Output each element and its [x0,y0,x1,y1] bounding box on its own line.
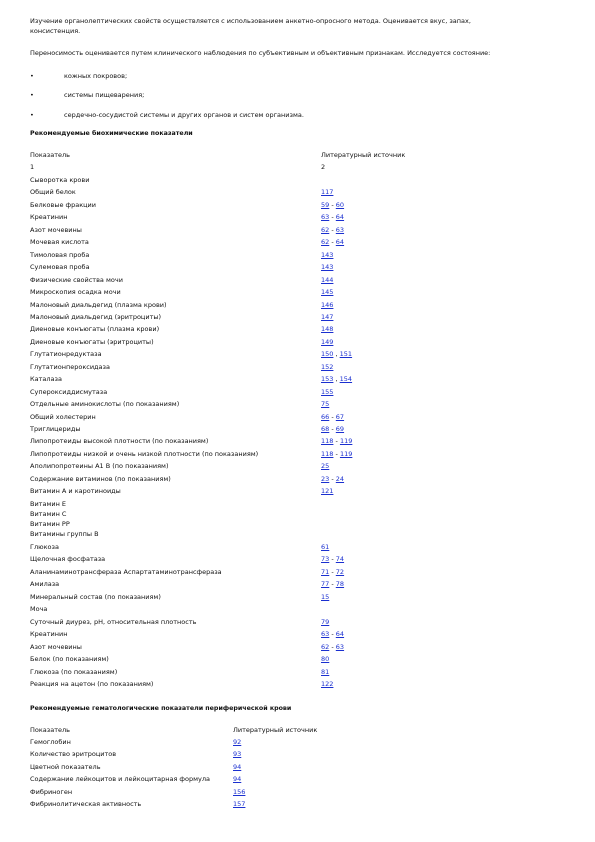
indicator-label: Физические свойства мочи [30,275,123,284]
reference-link[interactable]: 148 [321,325,334,334]
reference-link[interactable]: 155 [321,387,334,396]
reference-link[interactable]: 63 [335,225,345,234]
reference-cell [321,630,344,638]
reference-link[interactable]: 75 [321,400,330,409]
reference-separator: - [331,642,334,651]
reference-cell [321,213,344,221]
table1-number-col1: 1 [30,163,35,171]
reference-cell [321,276,333,284]
reference-link[interactable]: 118 [321,449,334,458]
indicator-label: Мочевая кислота [30,238,89,247]
reference-link[interactable]: 147 [321,312,334,321]
reference-cell [321,201,344,209]
reference-separator: - [331,425,334,433]
reference-link[interactable]: 72 [335,567,345,576]
reference-cell [321,238,344,246]
indicator-label: Глутатионпероксидаза [30,362,110,371]
reference-link[interactable]: 60 [335,200,345,209]
table2-title: Рекомендуемые гематологические показатели периферической крови [30,705,292,712]
reference-separator: - [331,580,334,589]
reference-separator: - [331,238,334,247]
reference-cell [321,475,344,483]
indicator-label: Щелочная фосфатаза [30,555,106,564]
indicator-label: Азот мочевины [30,642,82,651]
reference-link[interactable]: 154 [339,375,353,384]
indicator-label: Глюкоза (по показаниям) [30,667,118,676]
reference-link[interactable]: 24 [335,474,345,483]
indicator-label: Фибриноген [30,787,73,796]
reference-separator: - [335,449,338,458]
reference-link[interactable]: 23 [321,474,330,483]
indicator-label: Тимоловая проба [30,250,90,259]
reference-link[interactable]: 94 [233,762,242,771]
reference-cell [321,462,329,470]
reference-separator: , [335,375,338,384]
indicator-label: Витамин Е [30,500,67,508]
indicator-label: Цветной показатель [30,762,101,771]
reference-link[interactable]: 157 [233,800,246,808]
indicator-label: Минеральный состав (по показаниям) [30,592,161,601]
indicator-label: Белковые фракции [30,200,97,209]
reference-link[interactable]: 80 [321,655,330,664]
reference-link[interactable]: 71 [321,567,330,576]
reference-cell [321,388,333,396]
reference-cell [321,375,352,383]
reference-cell [321,593,329,601]
reference-link[interactable]: 67 [335,412,345,421]
reference-link[interactable]: 143 [321,250,334,259]
reference-link[interactable]: 61 [321,543,330,551]
indicator-label: Общий белок [30,188,76,197]
indicator-label: Азот мочевины [30,225,82,234]
indicator-label: Витамины группы В [30,530,99,538]
table1-header-col1: Показатель [30,151,70,159]
indicator-label: Микроскопия осадка мочи [30,288,121,297]
indicator-label: Триглицериды [30,425,81,433]
bullet-mark: • [30,91,34,99]
reference-separator: - [331,555,334,564]
bullet-text: системы пищеварения; [64,91,145,99]
reference-link[interactable]: 79 [321,617,330,626]
bullet-mark: • [30,72,34,80]
intro-paragraph-line-3: Переносимость оценивается путем клинического наблюдения по субъективным и объективным признакам. Исследуется состояние: [30,49,491,57]
reference-link[interactable]: 64 [335,238,345,247]
reference-cell [233,775,241,783]
indicator-label: Общий холестерин [30,412,96,421]
reference-link[interactable]: 64 [335,213,345,222]
indicator-label: Глюкоза [30,543,59,551]
reference-link[interactable]: 69 [335,425,345,433]
table1-title: Рекомендуемые биохимические показатели [30,130,193,137]
reference-cell [321,543,329,551]
indicator-label: Малоновый диальдегид (эритроциты) [30,312,162,321]
reference-link[interactable]: 118 [321,437,334,446]
reference-cell [321,325,333,333]
reference-link[interactable]: 119 [339,437,353,446]
reference-cell [321,555,344,563]
indicator-label: Каталаза [30,375,62,384]
reference-cell [321,301,333,309]
reference-cell [321,655,329,663]
reference-link[interactable]: 74 [335,555,345,564]
reference-link[interactable]: 144 [321,275,334,284]
indicator-label: Реакция на ацетон (по показаниям) [30,679,154,688]
reference-link[interactable]: 151 [339,350,353,359]
reference-link[interactable]: 63 [321,630,330,639]
intro-paragraph-line-1: Изучение органолептических свойств осуществляется с использованием анкетно-опросного метода. Оценивается вкус, запах, [30,17,471,25]
bullet-mark: • [30,111,34,119]
reference-link[interactable]: 77 [321,580,330,589]
indicator-label: Амилаза [30,580,60,589]
reference-link[interactable]: 66 [321,412,330,421]
reference-cell [321,226,344,234]
indicator-label: Аланинаминотрансфераза Аспартатаминотрансфераза [30,567,222,576]
reference-link[interactable]: 153 [321,375,334,384]
indicator-label: Липопротеиды низкой и очень низкой плотности (по показаниям) [30,449,259,458]
bullet-text: сердечно-сосудистой системы и других органов и систем организма. [64,111,304,119]
bullet-text: кожных покровов; [64,72,128,80]
indicator-label: Сыворотка крови [30,176,90,184]
reference-cell [321,568,344,576]
reference-link[interactable]: 121 [321,487,334,496]
reference-separator: - [331,412,334,421]
reference-cell [321,580,344,588]
reference-cell [233,750,241,758]
reference-link[interactable]: 78 [335,580,345,589]
indicator-label: Аполипопротеины А1 В (по показаниям) [30,462,169,471]
reference-cell [321,450,352,458]
indicator-label: Витамин РР [30,520,70,528]
reference-cell [321,188,333,196]
reference-link[interactable]: 68 [321,425,330,433]
reference-cell [321,363,333,371]
indicator-label: Содержание витаминов (по показаниям) [30,474,171,483]
reference-link[interactable]: 122 [321,679,334,688]
reference-cell [321,338,333,346]
reference-separator: - [331,225,334,234]
indicator-label: Сулемовая проба [30,263,90,272]
reference-cell [321,668,329,676]
indicator-label: Белок (по показаниям) [30,655,109,664]
reference-cell [321,288,333,296]
reference-link[interactable]: 149 [321,337,334,346]
reference-separator: , [335,350,338,359]
reference-cell [233,800,245,808]
table1-header-col2: Литературный источник [321,151,406,159]
reference-cell [321,618,329,626]
reference-cell [321,437,352,445]
reference-link[interactable]: 146 [321,300,334,309]
table2-header-col2: Литературный источник [233,726,318,734]
reference-link[interactable]: 62 [321,642,330,651]
reference-separator: - [331,200,334,209]
reference-cell [321,263,333,271]
indicator-label: Витамин С [30,510,67,518]
reference-link[interactable]: 152 [321,362,334,371]
indicator-label: Диеновые конъюгаты (эритроциты) [30,337,154,346]
reference-separator: - [331,567,334,576]
table1-number-col2: 2 [321,163,326,171]
reference-cell [321,487,333,495]
reference-link[interactable]: 119 [339,449,353,458]
reference-link[interactable]: 59 [321,200,330,209]
reference-link[interactable]: 93 [233,750,242,759]
reference-cell [321,313,333,321]
reference-link[interactable]: 64 [335,630,345,639]
reference-cell [321,680,333,688]
reference-link[interactable]: 143 [321,263,334,272]
reference-link[interactable]: 117 [321,188,334,197]
indicator-label: Липопротеиды высокой плотности (по показаниям) [30,437,209,446]
reference-cell [321,400,329,408]
intro-paragraph-line-2: консистенция. [30,27,81,35]
indicator-label: Креатинин [30,630,68,639]
reference-cell [321,251,333,259]
indicator-label: Супероксиддисмутаза [30,387,108,396]
reference-separator: - [335,437,338,446]
reference-link[interactable]: 150 [321,350,334,359]
reference-link[interactable]: 25 [321,462,330,471]
indicator-label: Витамин А и каротиноиды [30,487,121,496]
indicator-label: Диеновые конъюгаты (плазма крови) [30,325,160,334]
reference-cell [233,763,241,771]
indicator-label: Содержание лейкоцитов и лейкоцитарная формула [30,775,210,784]
reference-link[interactable]: 63 [321,213,330,222]
reference-link[interactable]: 62 [321,225,330,234]
reference-link[interactable]: 73 [321,555,330,564]
indicator-label: Моча [30,605,48,614]
indicator-label: Фибринолитическая активность [30,800,142,808]
reference-cell [321,425,344,433]
reference-separator: - [331,213,334,222]
reference-separator: - [331,474,334,483]
indicator-label: Малоновый диальдегид (плазма крови) [30,300,167,309]
indicator-label: Глутатионредуктаза [30,350,102,359]
reference-link[interactable]: 62 [321,238,330,247]
reference-cell [233,738,241,746]
reference-link[interactable]: 63 [335,642,345,651]
reference-link[interactable]: 145 [321,288,334,297]
reference-cell [321,350,352,358]
indicator-label: Суточный диурез, pH, относительная плотность [30,617,197,626]
reference-cell [321,413,344,421]
indicator-label: Количество эритроцитов [30,750,117,759]
reference-link[interactable]: 94 [233,775,242,784]
reference-link[interactable]: 81 [321,667,330,676]
reference-cell [321,643,344,651]
table2-header-col1: Показатель [30,726,70,734]
reference-link[interactable]: 156 [233,787,246,796]
reference-cell [233,788,245,796]
indicator-label: Отдельные аминокислоты (по показаниям) [30,400,180,409]
indicator-label: Креатинин [30,213,68,222]
reference-link[interactable]: 15 [321,592,330,601]
reference-separator: - [331,630,334,639]
indicator-label: Гемоглобин [30,738,71,746]
reference-link[interactable]: 92 [233,738,242,746]
